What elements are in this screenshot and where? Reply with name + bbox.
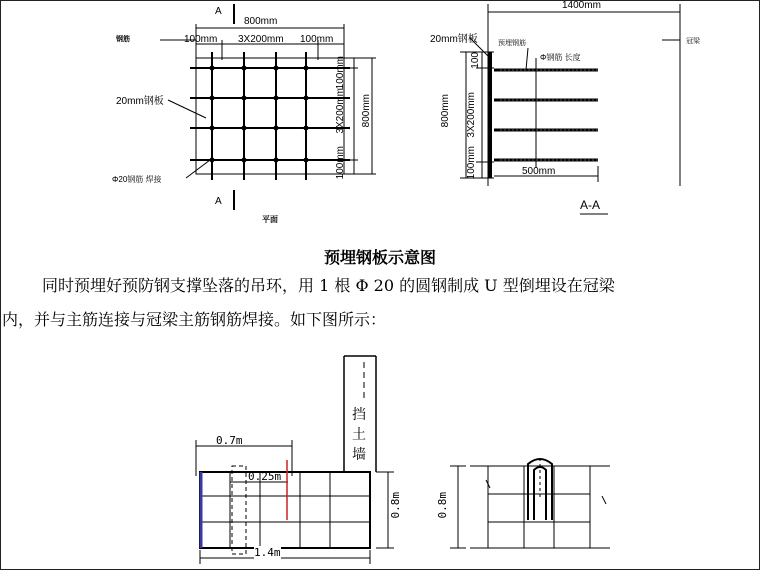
wall-label-char-3: 墙 (352, 447, 366, 463)
fig2-height-total: 800mm (440, 94, 451, 128)
fig2-note: Φ钢筋 长度 (540, 53, 581, 62)
fig2-height-top: 100 (470, 52, 481, 69)
plate-outline (196, 58, 344, 174)
fig1-height-top: 100mm (335, 56, 346, 90)
ring-plan-outline (200, 472, 370, 548)
fig1-plate-label: 20mm钢板 (116, 96, 164, 107)
figure-caption: 预埋钢板示意图 (323, 248, 436, 267)
fig2-width-total: 1400mm (562, 0, 601, 11)
fig3-dim-top: 0.7m (216, 434, 243, 447)
fig1-width-total: 800mm (244, 16, 278, 27)
fig1-height-total: 800mm (361, 94, 372, 128)
fig1-height-bottom: 100mm (335, 146, 346, 180)
fig2-length-bottom: 500mm (522, 166, 556, 177)
fig1-view-label: 平面 (262, 215, 278, 224)
fig2-plate-label: 20mm钢板 (430, 34, 478, 45)
wall-label-char-1: 挡 (352, 407, 366, 423)
paragraph-line-1: 同时预埋好预防钢支撑坠落的吊环，用 1 根 Φ 20 的圆钢制成 U 型倒埋设在冠梁 (42, 276, 615, 295)
fig2-bar-callout: 预埋钢筋 (498, 40, 526, 47)
fig1-height-mid: 3X200mm (335, 88, 346, 134)
fig1-dim-left: 100mm (184, 34, 218, 45)
fig2-height-bottom: 100mm (466, 146, 477, 180)
fig1-bar-callout: Φ20钢筋 焊接 (112, 175, 162, 184)
fig1-section-mark-top: A (215, 6, 222, 17)
fig4-dim-left: 0.8m (436, 492, 449, 519)
fig1-dim-mid: 3X200mm (238, 34, 284, 45)
fig3-dim-right: 0.8m (389, 492, 402, 519)
fig1-section-mark-bottom: A (215, 196, 222, 207)
fig2-view-label: A-A (580, 198, 601, 212)
paragraph-line-2: 内，并与主筋连接与冠梁主筋钢筋焊接。如下图所示： (2, 310, 387, 329)
fig3-dim-bottom: 1.4m (254, 546, 281, 559)
fig1-dim-right: 100mm (300, 34, 334, 45)
fig3-dim-inner: 0.25m (248, 470, 282, 483)
fig2-height-mid: 3X200mm (466, 92, 477, 138)
fig1-left-callout: 钢筋 (116, 36, 130, 43)
wall-label-char-2: 土 (352, 427, 366, 443)
fig2-right-label: 冠梁 (686, 38, 700, 45)
